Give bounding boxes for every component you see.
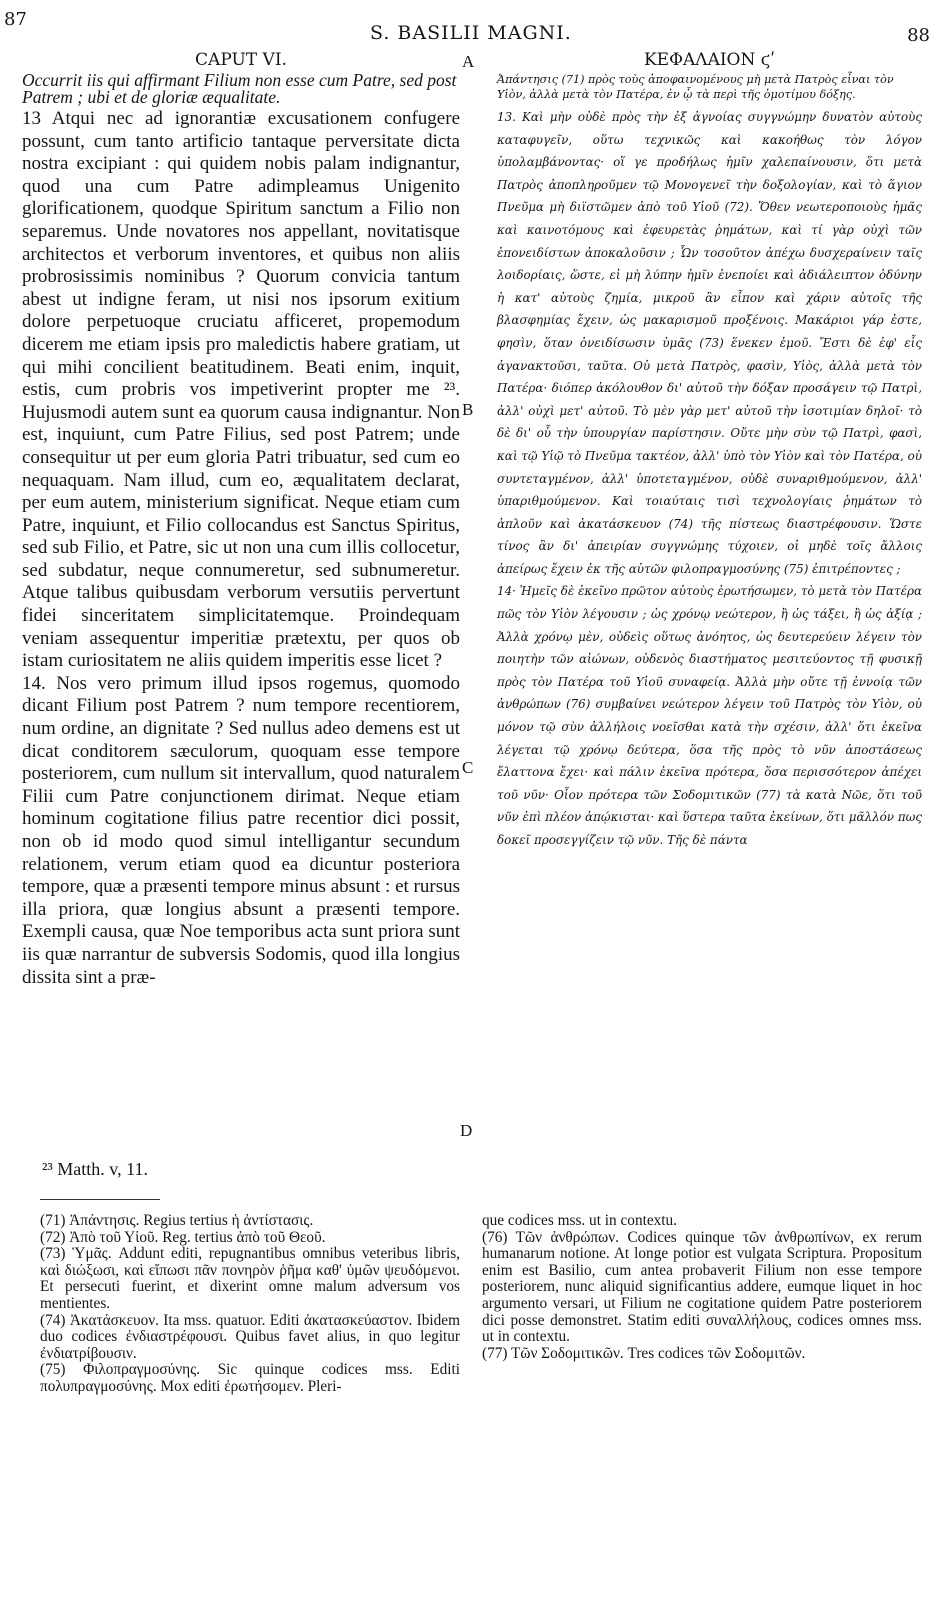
latin-chapter-summary: Occurrit iis qui affirmant Filium non esse cum Patre, sed post Patrem ; ubi et de gloriæ æqualitate. xyxy=(22,70,457,107)
critical-notes-left xyxy=(40,1213,460,1396)
note-75: (75) Φιλοπραγμοσύνης. Sic quinque codices mss. Editi πολυπραγμοσύνης. Mox editi ἐρωτήσομεν. Pleri- xyxy=(40,1361,460,1395)
note-73: (73) Ὑμᾶς. Addunt editi, repugnantibus omnibus veteribus libris, καὶ διώξωσι, καὶ εἴπωσι πᾶν πονηρὸν ῥῆμα καθ' ὑμῶν ψευδόμενοι. Et persecuti fuerint, et dixerint omne malum adversum vos mentientes. xyxy=(40,1245,460,1312)
note-77: (77) Τῶν Σοδομιτικῶν. Tres codices τῶν Σοδομιτῶν. xyxy=(482,1344,806,1362)
greek-paragraph-13: 13. Καὶ μὴν οὐδὲ πρὸς τὴν ἐξ ἀγνοίας συγγνώμην δυνατὸν αὐτοὺς καταφυγεῖν, οὕτω τεχνικῶς καὶ κακοήθως τὸν λόγον ὑπολαμβάνοντας· οἵ γε προδήλως ἡμῖν χαλεπαίνουσιν, ὅτι μετὰ Πατρὸς ἀποπληροῦμεν τῷ Μονογενεῖ τὴν δοξολογίαν, καὶ τὸ ἅγιον Πνεῦμα μὴ διϊστῶμεν ἀπὸ τοῦ Υἱοῦ (72). Ὅθεν νεωτεροποιοὺς ἡμᾶς καὶ καινοτόμους καὶ ἐφευρετὰς ῥημάτων, καὶ τί γὰρ οὐχὶ τῶν ἐπονειδίστων ἀποκαλοῦσιν ; Ὧν τοσοῦτον ἀπέχω δυσχεραίνειν ταῖς λοιδορίαις, ὥστε, εἰ μὴ λύπην ἡμῖν ἐνεποίει καὶ ἀδιάλειπτον ὀδύνην ἡ κατ' αὐτοὺς ζημία, μικροῦ ἂν εἶπον καὶ χάριν αὐτοῖς τῆς βλασφημίας ἔχειν, ὡς μακαρισμοῦ προξένοις. Μακάριοι γάρ ἐστε, φησὶν, ὅταν ὀνειδίσωσιν ὑμᾶς (73) ἕνεκεν ἐμοῦ. Ἔστι δὲ ἐφ' εἷς ἀγανακτοῦσι, ταῦτα. Οὐ μετὰ Πατρὸς, φασὶν, Υἱὸς, ἀλλὰ μετὰ τὸν Πατέρα· διόπερ ἀκόλουθον δι' αὐτοῦ τὴν δόξαν προσάγειν τῷ Πατρὶ, ἀλλ' οὐχὶ μετ' αὐτοῦ. Τὸ μὲν γὰρ μετ' αὐτοῦ τὴν ἰσοτιμίαν δηλοῖ· τὸ δὲ δι' οὗ τὴν ὑπουργίαν παρίστησιν. Οὔτε μὴν σὺν τῷ Πατρὶ, φασὶ, καὶ τῷ Υἱῷ τὸ Πνεῦμα τακτέον, ἀλλ' ὑπὸ τὸν Υἱὸν καὶ τὸν Πατέρα, οὐ συντεταγμένον, ἀλλ' ὑποτεταγμένον, οὐδὲ συναριθμούμενον, ἀλλ' ὑπαριθμούμενον. Καὶ τοιαύταις τισὶ τεχνολογίαις ῥημάτων τὸ ἁπλοῦν καὶ ἀκατάσκευον (74) τῆς πίστεως διαστρέφουσιν. Ὥστε τίνος ἂν δι' ἀπειρίαν συγγνώμης τύχοιεν, οἱ μηδὲ τοῖς ἄλλοις ἀπείρως ἔχειν ἐκ τῆς αὐτῶν φιλοπραγμοσύνης (75) ἐπιτρέποντες ; xyxy=(497,110,922,576)
footnote-rule xyxy=(40,1199,160,1200)
latin-column xyxy=(22,50,460,989)
note-71: (71) Ἀπάντησις. Regius tertius ἡ ἀντίστασις. xyxy=(40,1212,314,1229)
margin-letter-d: D xyxy=(460,1121,473,1140)
latin-chapter-heading: CAPUT VI. xyxy=(195,50,287,70)
critical-notes-right xyxy=(482,1213,922,1362)
margin-letter-a: A xyxy=(462,52,475,71)
running-title: S. BASILII MAGNI. xyxy=(370,22,572,44)
latin-paragraph-14: 14. Nos vero primum illud ipsos rogemus, quomodo dicant Filium post Patrem ? num tempore recentiorem, num ordine, an dignitate ? Sed nullus adeo demens est ut dicat conditorem sæculorum, quoquam esse tempore posteriorem, cum nullum sit intervallum, quod naturalem Filii cum Patre conjunctionem dirimat. Neque etiam hominum cogitatione filius patre recentior dici possit, non ob id modo quod simul intelligantur secundum relationem, verum etiam quod ea dicuntur posteriora tempore, quæ a præsenti tempore minus absunt : et rursus illa priora, quæ longius absunt a præsenti tempore. Exempli causa, quæ Noe temporibus acta sunt priora sunt iis quæ narrantur de subversis Sodomis, quod illa longius dissita sint a præ- xyxy=(22,672,460,988)
page-number-left: 87 xyxy=(4,9,27,30)
note-76: (76) Τῶν ἀνθρώπων. Codices quinque τῶν ἀνθρωπίνων, ex rerum humanarum notione. At longe potior est vulgata Scriptura. Propositum enim est Basilio, cum antea probaverit Filium non esse tempore posteriorem, nunc aliquid significantius addere, eumque liquet in hoc argumento versari, ut Filium ne cogitatione quidem Patre posteriorem dici posse demonstret. Statim editi συναλλήλους, codices omnes mss. ut in contextu. xyxy=(482,1228,922,1346)
latin-paragraph-13: 13 Atqui nec ad ignorantiæ excusationem confugere possunt, cum tanto artificio tantaque perversitate dicta nostra excipiant : qui quidem nobis palam indignantur, quod una cum Patre adimpleamus Unigenito glorificationem, quodque Spiritum sanctum a Filio non separemus. Unde novatores nos appellant, novitatisque architectos et verborum inventores, et quibus non aliis probrosissimis nominibus ? Quorum convicia tantum abest ut indigne feram, ut nisi nos ipsorum exitium dolore perpetuoque cruciatu afficeret, propemodum dicerem me etiam ipsis pro maledictis habere gratiam, ut qui mihi concilient beatitudinem. Beati enim, inquit, estis, cum probris vos impetiverint propter me ²³. Hujusmodi autem sunt ea quorum causa indignantur. Non est, inquiunt, cum Patre Filius, sed post Patrem; unde consequitur ut per eum gloria Patri tribuatur, sed cum eo nequaquam. Nam illud, cum eo, æqualitatem declarat, per eum autem, ministerium significat. Neque etiam cum Patre, inquiunt, et Filio collocandus est Sanctus Spiritus, sed sub Filio, et Patre, sic ut non una cum illis collocetur, sed subdatur, neque connumeretur, sed subnumeretur. Atque talibus quibusdam verborum versutiis pervertunt fidei sinceritatem simplicitatemque. Proindequam veniam assequentur imperitiæ prætextu, per quos ob istam curiositatem ne aliis quidem imperitis esse licet ? xyxy=(22,108,460,672)
margin-letter-c: C xyxy=(462,758,474,777)
greek-chapter-summary: Ἀπάντησις (71) πρὸς τοὺς ἀποφαινομένους μὴ μετὰ Πατρὸς εἶναι τὸν Υἱὸν, ἀλλὰ μετὰ τὸν Πατέρα, ἐν ᾧ τὰ περὶ τῆς ὁμοτίμου δόξης. xyxy=(497,73,894,101)
note-74: (74) Ἀκατάσκευον. Ita mss. quatuor. Editi ἀκατασκεύαστον. Ibidem duo codices ἐνδιαστρέφουσι. Quibus favet alius, in quo legitur ἐνδιατρίβουσιν. xyxy=(40,1311,460,1362)
greek-chapter-heading: ΚΕΦΑΛΑΙΟΝ ϛʹ xyxy=(643,50,776,70)
margin-letter-b: B xyxy=(462,400,474,419)
greek-body xyxy=(497,106,922,852)
greek-column xyxy=(497,50,922,852)
note-72: (72) Ἀπὸ τοῦ Υἱοῦ. Reg. tertius ἀπὸ τοῦ Θεοῦ. xyxy=(40,1228,326,1246)
page-number-right: 88 xyxy=(907,25,930,46)
latin-body xyxy=(22,108,460,989)
greek-paragraph-14: 14· Ἡμεῖς δὲ ἐκεῖνο πρῶτον αὐτοὺς ἐρωτήσωμεν, τὸ μετὰ τὸν Πατέρα πῶς τὸν Υἱὸν λέγουσιν ; ὡς χρόνῳ νεώτερον, ἢ ὡς τάξει, ἢ ὡς ἀξίᾳ ; Ἀλλὰ χρόνῳ μὲν, οὐδεὶς οὕτως ἀνόητος, ὡς δευτερεύειν λέγειν τὸν ποιητὴν τῶν αἰώνων, οὐδενὸς διαστήματος μεσιτεύοντος τῇ φυσικῇ πρὸς τὸν Πατέρα τοῦ Υἱοῦ συναφείᾳ. Ἀλλὰ μὴν οὔτε τῇ ἐννοίᾳ τῶν ἀνθρώπων (76) συμβαίνει νεώτερον λέγειν τοῦ Πατρὸς τὸν Υἱὸν, οὐ μόνον τῷ σὺν ἀλλήλοις νοεῖσθαι κατὰ τὴν σχέσιν, ἀλλ' ὅτι ἐκεῖνα λέγεται τῷ χρόνῳ δεύτερα, ὅσα τῆς πρὸς τὸ νῦν ἀποστάσεως ἔλαττονα ἔχει· καὶ πάλιν ἐκεῖνα πρότερα, ὅσα περισσότερον ἀπέχει τοῦ νῦν· Οἷον πρότερα τῶν Σοδομιτικῶν (77) τὰ κατὰ Νῶε, ὅτι τοῦ νῦν ἐπὶ πλέον ἀπῴκισται· καὶ ὕστερα ταῦτα ἐκείνων, ὅτι μᾶλλόν πως δοκεῖ προσεγγίζειν τῷ νῦν. Τῆς δὲ πάντα xyxy=(497,584,922,847)
scripture-footnote: ²³ Matth. v, 11. xyxy=(42,1159,148,1179)
note-75-continued: que codices mss. ut in contextu. xyxy=(482,1212,677,1229)
